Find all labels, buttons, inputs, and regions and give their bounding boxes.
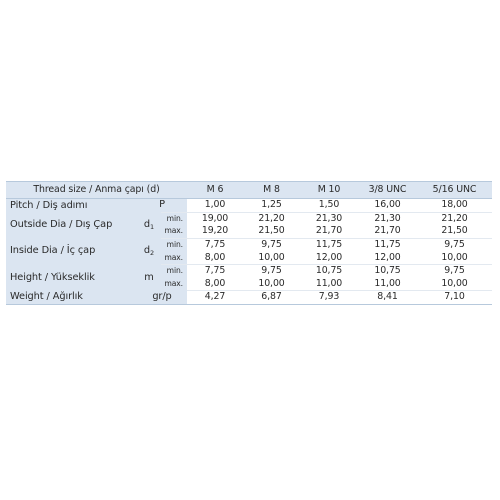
inside-dia-symbol: $d_2$	[137, 238, 161, 264]
outside-dia-max-value: 21,50	[441, 225, 468, 237]
inside-dia-min-value: 11,75	[300, 238, 358, 251]
header-col-m10: M 10	[300, 182, 358, 199]
weight-value: 7,10	[417, 291, 492, 305]
row-outside-dia-min	[6, 212, 492, 225]
outside-dia-min-value: 21,30	[358, 212, 417, 225]
height-min-value: 9,75	[417, 264, 492, 277]
outside-dia-min-value: 21,30	[300, 212, 358, 225]
outside-dia-min-value: 21,20	[243, 212, 300, 225]
inside-dia-max-value: 10,00	[441, 251, 468, 263]
outside-dia-max-value: 19,20	[201, 225, 229, 237]
height-max-value: 8,00	[204, 277, 226, 289]
pitch-label: Pitch / Diş adımı	[6, 199, 137, 213]
inside-dia-max-label: max.	[161, 251, 187, 264]
inside-dia-max-value: 12,00	[374, 251, 401, 263]
inside-dia-max-value: 12,00	[315, 251, 343, 263]
outside-dia-min-label: min.	[161, 212, 187, 225]
outside-dia-min-value: 21,20	[417, 212, 492, 225]
outside-dia-max-label: max.	[161, 225, 187, 238]
outside-dia-label: Outside Dia / Dış Çap	[6, 212, 137, 238]
header-col-3-8-unc: 3/8 UNC	[358, 182, 417, 199]
weight-value: 4,27	[187, 291, 243, 305]
weight-value: 6,87	[243, 291, 300, 305]
row-weight	[6, 291, 492, 305]
outside-dia-min-value: 19,00	[187, 212, 243, 225]
pitch-value: 1,25	[243, 199, 300, 213]
header-row	[6, 182, 492, 199]
pitch-value: 1,00	[187, 199, 243, 213]
weight-symbol: gr/p	[137, 291, 187, 305]
row-pitch	[6, 199, 492, 213]
height-max-value: 11,00	[315, 277, 343, 289]
pitch-symbol: P	[137, 199, 187, 213]
header-thread-size: Thread size / Anma çapı (d)	[6, 182, 187, 199]
pitch-value: 1,50	[300, 199, 358, 213]
weight-value: 7,93	[300, 291, 358, 305]
row-inside-dia-min	[6, 238, 492, 251]
height-min-value: 10,75	[358, 264, 417, 277]
header-col-m6: M 6	[187, 182, 243, 199]
outside-dia-max-value: 21,70	[374, 225, 401, 237]
height-min-label: min.	[161, 264, 187, 277]
header-col-m8: M 8	[243, 182, 300, 199]
weight-value: 8,41	[358, 291, 417, 305]
inside-dia-min-value: 9,75	[417, 238, 492, 251]
inside-dia-min-value: 11,75	[358, 238, 417, 251]
row-height-min	[6, 264, 492, 277]
height-symbol: m	[137, 264, 161, 290]
outside-dia-max-value: 21,50	[258, 225, 285, 237]
weight-label: Weight / Ağırlık	[6, 291, 137, 305]
height-label: Height / Yükseklik	[6, 264, 137, 290]
inside-dia-min-value: 7,75	[187, 238, 243, 251]
height-max-value: 10,00	[258, 277, 285, 289]
height-min-value: 10,75	[300, 264, 358, 277]
thread-spec-table	[6, 181, 492, 305]
inside-dia-label: Inside Dia / İç çap	[6, 238, 137, 264]
height-max-label: max.	[161, 278, 187, 291]
inside-dia-min-value: 9,75	[243, 238, 300, 251]
pitch-value: 16,00	[358, 199, 417, 213]
outside-dia-max-value: 21,70	[315, 225, 343, 237]
height-max-value: 10,00	[441, 277, 468, 289]
spec-table-container	[6, 181, 492, 305]
inside-dia-max-value: 10,00	[258, 251, 285, 263]
height-max-value: 11,00	[374, 277, 401, 289]
header-col-5-16-unc: 5/16 UNC	[417, 182, 492, 199]
inside-dia-min-label: min.	[161, 238, 187, 251]
height-min-value: 9,75	[243, 264, 300, 277]
inside-dia-max-value: 8,00	[204, 251, 226, 263]
pitch-value: 18,00	[417, 199, 492, 213]
height-min-value: 7,75	[187, 264, 243, 277]
outside-dia-symbol: $d_1$	[137, 212, 161, 238]
